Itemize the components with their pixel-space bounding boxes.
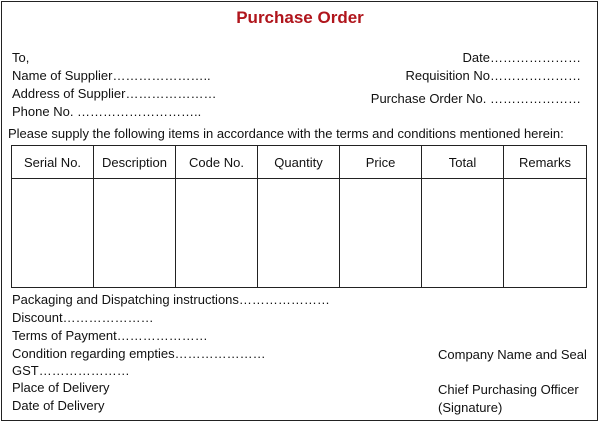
requisition-field: Requisition No………………… xyxy=(405,68,581,83)
cell-total[interactable] xyxy=(422,179,504,288)
gst-field: GST………………… xyxy=(12,363,130,378)
form-title: Purchase Order xyxy=(236,8,364,27)
phone-field: Phone No. ……………………….. xyxy=(12,104,202,119)
supplier-name-field: Name of Supplier………………….. xyxy=(12,68,211,83)
cell-serial-no[interactable] xyxy=(12,179,94,288)
discount-field: Discount………………… xyxy=(12,310,154,325)
cell-remarks[interactable] xyxy=(504,179,587,288)
date-field: Date………………… xyxy=(462,50,581,65)
table-row xyxy=(12,179,587,288)
cell-code-no[interactable] xyxy=(176,179,258,288)
po-number-field: Purchase Order No. ………………… xyxy=(370,91,581,106)
col-price: Price xyxy=(340,146,422,179)
col-description: Description xyxy=(94,146,176,179)
col-code-no: Code No. xyxy=(176,146,258,179)
terms-field: Terms of Payment………………… xyxy=(12,328,208,343)
col-total: Total xyxy=(422,146,504,179)
supplier-address-field: Address of Supplier………………… xyxy=(12,86,217,101)
col-quantity: Quantity xyxy=(258,146,340,179)
empties-field: Condition regarding empties………………… xyxy=(12,346,266,361)
cell-quantity[interactable] xyxy=(258,179,340,288)
company-seal-label: Company Name and Seal xyxy=(438,347,587,362)
date-of-delivery-label: Date of Delivery xyxy=(12,398,105,413)
cell-price[interactable] xyxy=(340,179,422,288)
col-remarks: Remarks xyxy=(504,146,587,179)
cell-description[interactable] xyxy=(94,179,176,288)
signature-label: (Signature) xyxy=(438,400,503,415)
packaging-field: Packaging and Dispatching instructions………………… xyxy=(12,292,330,307)
officer-label: Chief Purchasing Officer xyxy=(438,382,579,397)
col-serial-no: Serial No. xyxy=(12,146,94,179)
place-of-delivery-label: Place of Delivery xyxy=(12,380,110,395)
table-header-row xyxy=(12,146,587,179)
instruction-text: Please supply the following items in accordance with the terms and conditions mentioned herein: xyxy=(8,126,564,141)
items-table xyxy=(11,145,587,288)
to-label: To, xyxy=(12,50,30,65)
